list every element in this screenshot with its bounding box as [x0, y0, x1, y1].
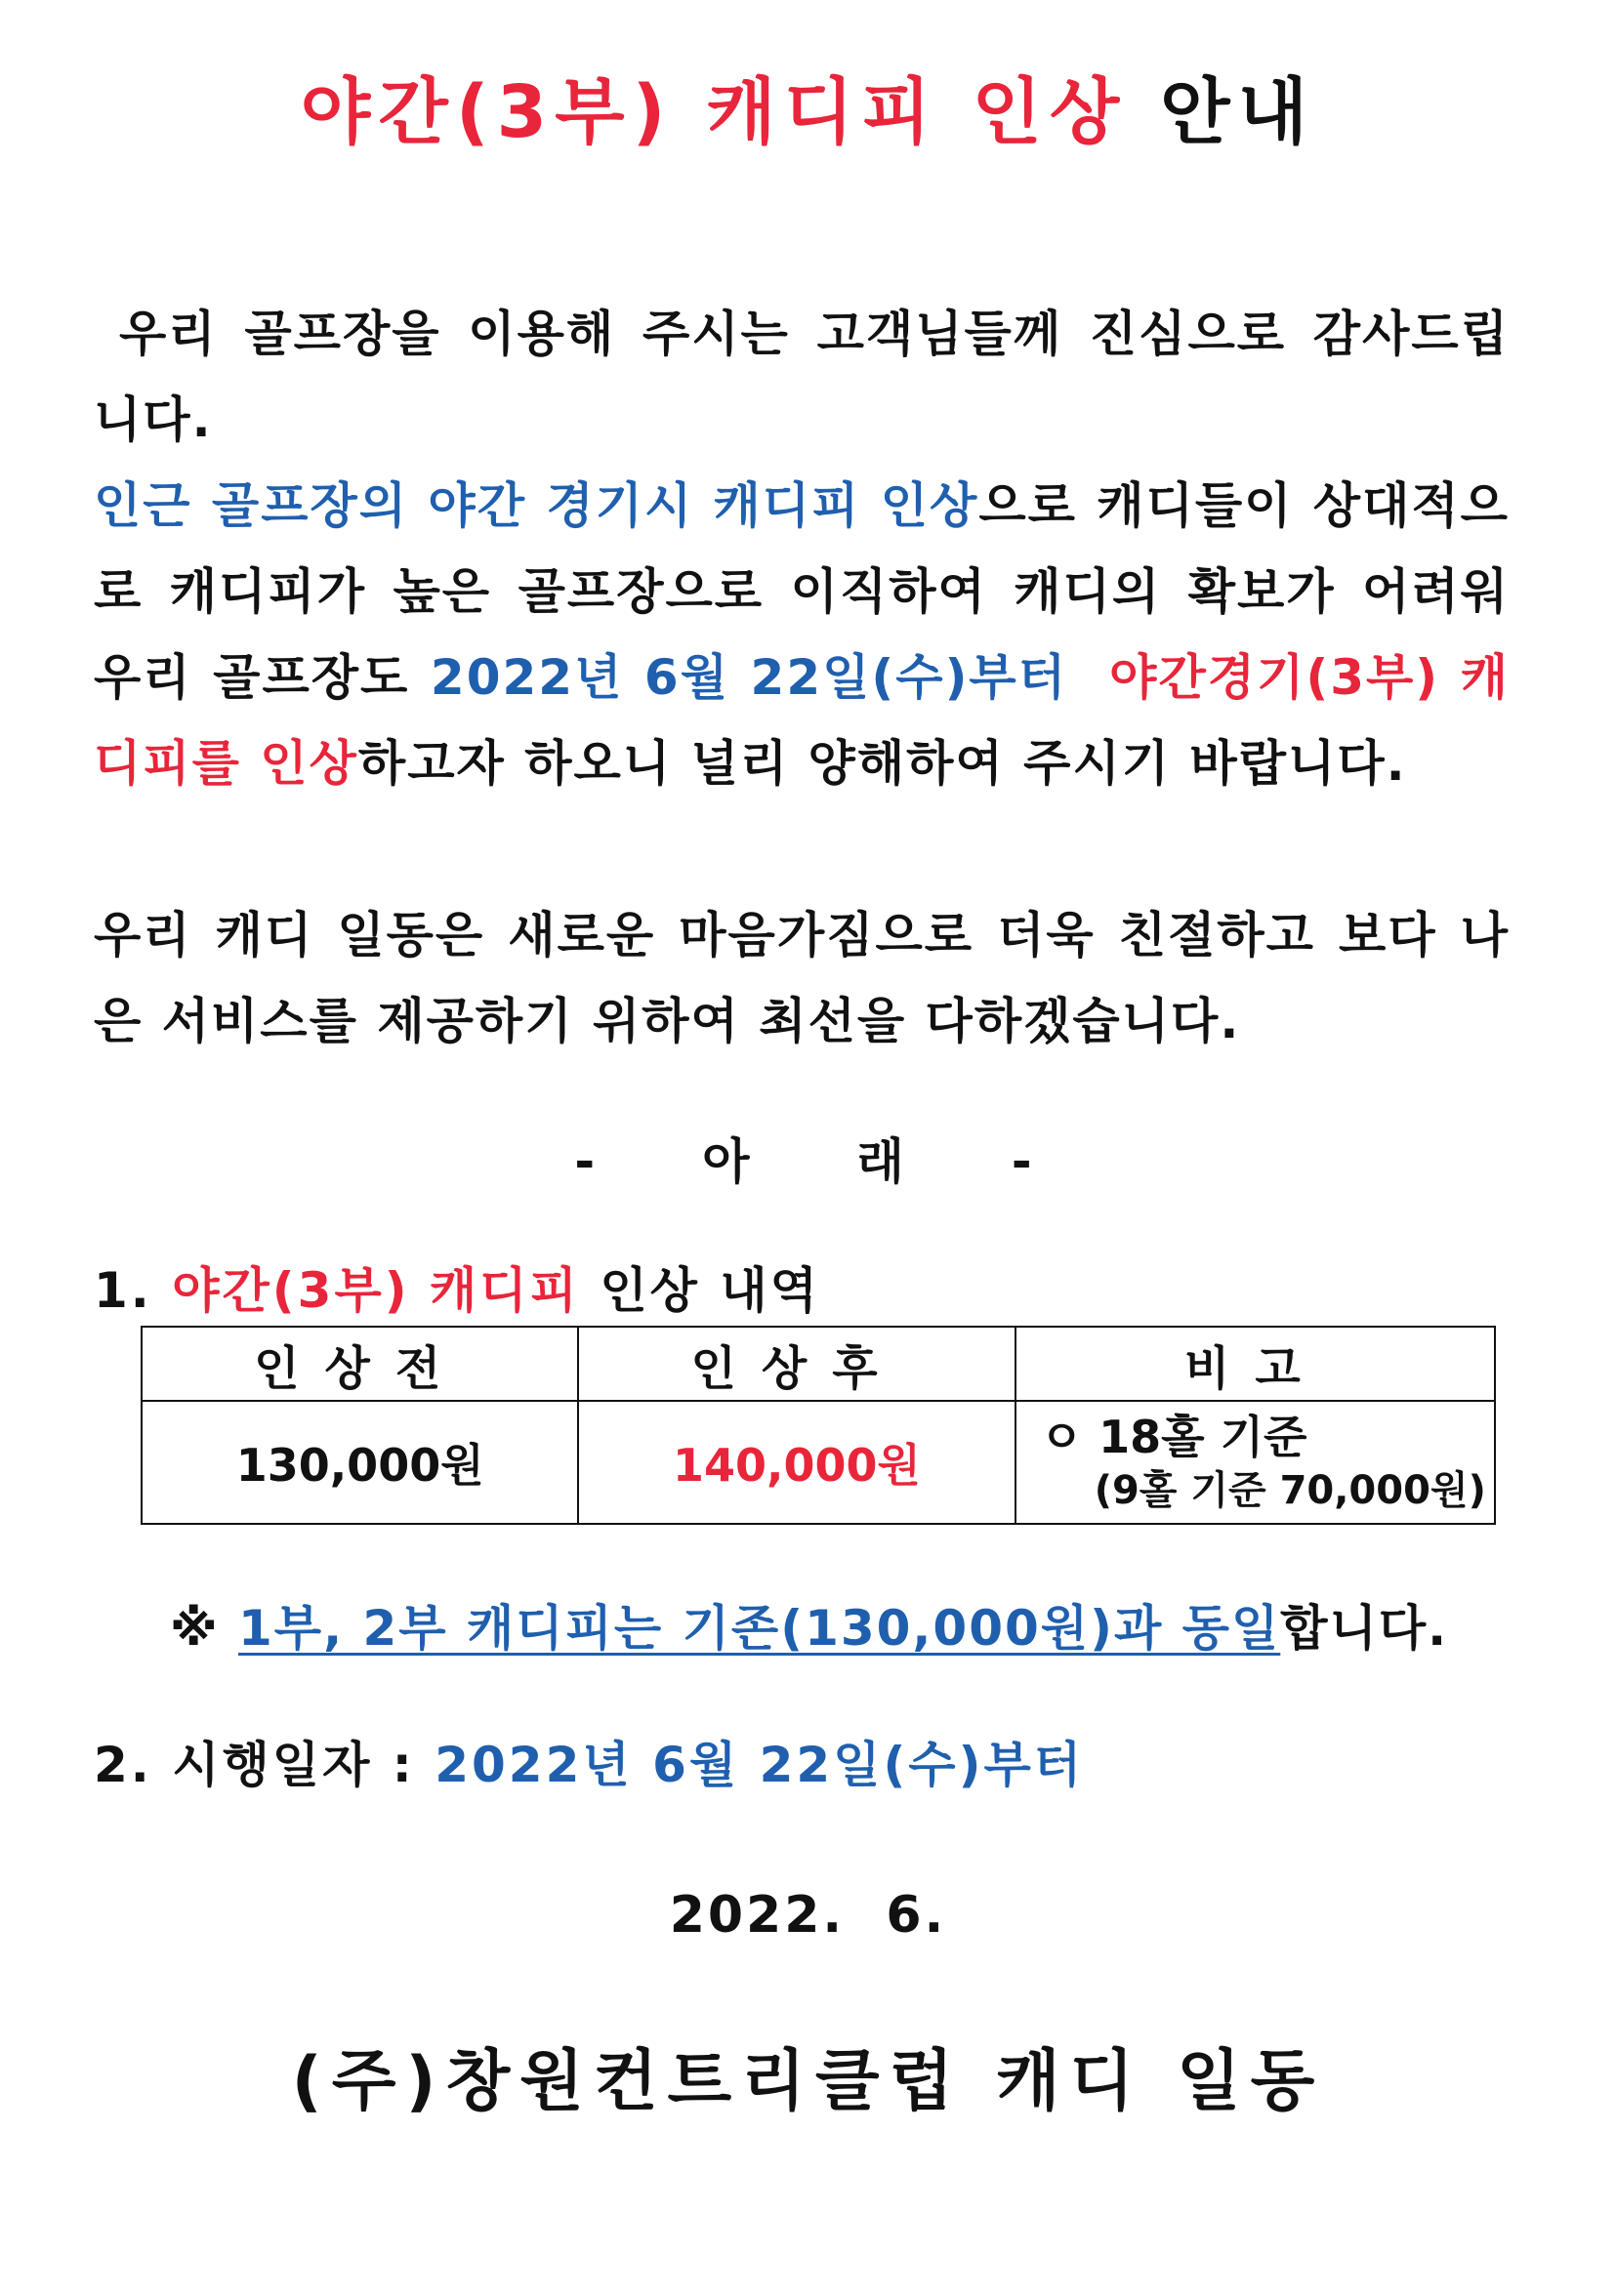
- divider-dash-left: -: [574, 1133, 605, 1190]
- document-date: 2022. 6.: [669, 1886, 947, 1945]
- section-2-heading: [94, 1726, 1084, 1796]
- note-main: ㅇ 18홀 기준: [1039, 1411, 1307, 1464]
- fee-before: 130,000원: [142, 1401, 578, 1524]
- divider-dash-right: -: [1011, 1133, 1042, 1190]
- effective-date: 2022년 6월 22일(수)부터: [435, 1737, 1085, 1793]
- section-1-highlight: 야간(3부) 캐디피: [172, 1262, 580, 1319]
- asterisk-highlight: 1부, 2부 캐디피는 기존(130,000원)과 동일: [238, 1600, 1281, 1657]
- table-row: [142, 1401, 1495, 1524]
- reason-highlight-red: 야간경기(3부) 캐디피를 인상: [94, 649, 1510, 792]
- fee-table: [141, 1326, 1496, 1525]
- header-after: 인상후: [578, 1327, 1015, 1401]
- note-sub: (9홀 기준 70,000원): [1094, 1467, 1486, 1513]
- fee-note: [1015, 1401, 1495, 1524]
- notice-divider: [0, 1123, 1616, 1193]
- page-title: [0, 70, 1616, 154]
- divider-word-1: 아: [702, 1133, 760, 1190]
- reason-text-2: 하고자 하오니 널리 양해하여 주시기 바랍니다.: [357, 735, 1407, 792]
- asterisk-suffix: 합니다.: [1280, 1600, 1449, 1657]
- paragraph-reason: [94, 463, 1510, 806]
- section-2-label: 2. 시행일자 :: [94, 1737, 435, 1793]
- paragraph-greeting: 우리 골프장을 이용해 주시는 고객님들께 진심으로 감사드립니다.: [94, 306, 1510, 448]
- asterisk-note: [170, 1589, 1448, 1660]
- header-before: 인상전: [142, 1327, 578, 1401]
- fee-after: 140,000원: [578, 1401, 1015, 1524]
- effective-date-inline: 2022년 6월 22일(수)부터: [430, 649, 1068, 706]
- header-note: 비고: [1015, 1327, 1495, 1401]
- reason-highlight-blue: 인근 골프장의 야간 경기시 캐디피 인상: [94, 477, 979, 534]
- table-header-row: [142, 1327, 1495, 1401]
- paragraph-pledge: 우리 캐디 일동은 새로운 마음가짐으로 더욱 친절하고 보다 나은 서비스를 제공하기 위하여 최선을 다하겠습니다.: [94, 907, 1510, 1049]
- reason-text-1: 으로 캐디들이 상대적으로 캐디피가 높은 골프장으로 이직하여 캐디의 확보가 어려워 우리 골프장도: [94, 477, 1510, 706]
- reason-spacer: [1067, 649, 1109, 706]
- signature: (주)창원컨트리클럽 캐디 일동: [291, 2043, 1325, 2120]
- reference-mark: ※: [170, 1600, 239, 1657]
- title-suffix: 안내: [1127, 70, 1316, 154]
- section-1-suffix: 인상 내역: [579, 1262, 820, 1319]
- divider-word-2: 래: [856, 1133, 914, 1190]
- section-1-number: 1.: [94, 1262, 173, 1319]
- section-1-heading: [94, 1251, 820, 1322]
- title-highlight: 야간(3부) 캐디피 인상: [300, 70, 1128, 154]
